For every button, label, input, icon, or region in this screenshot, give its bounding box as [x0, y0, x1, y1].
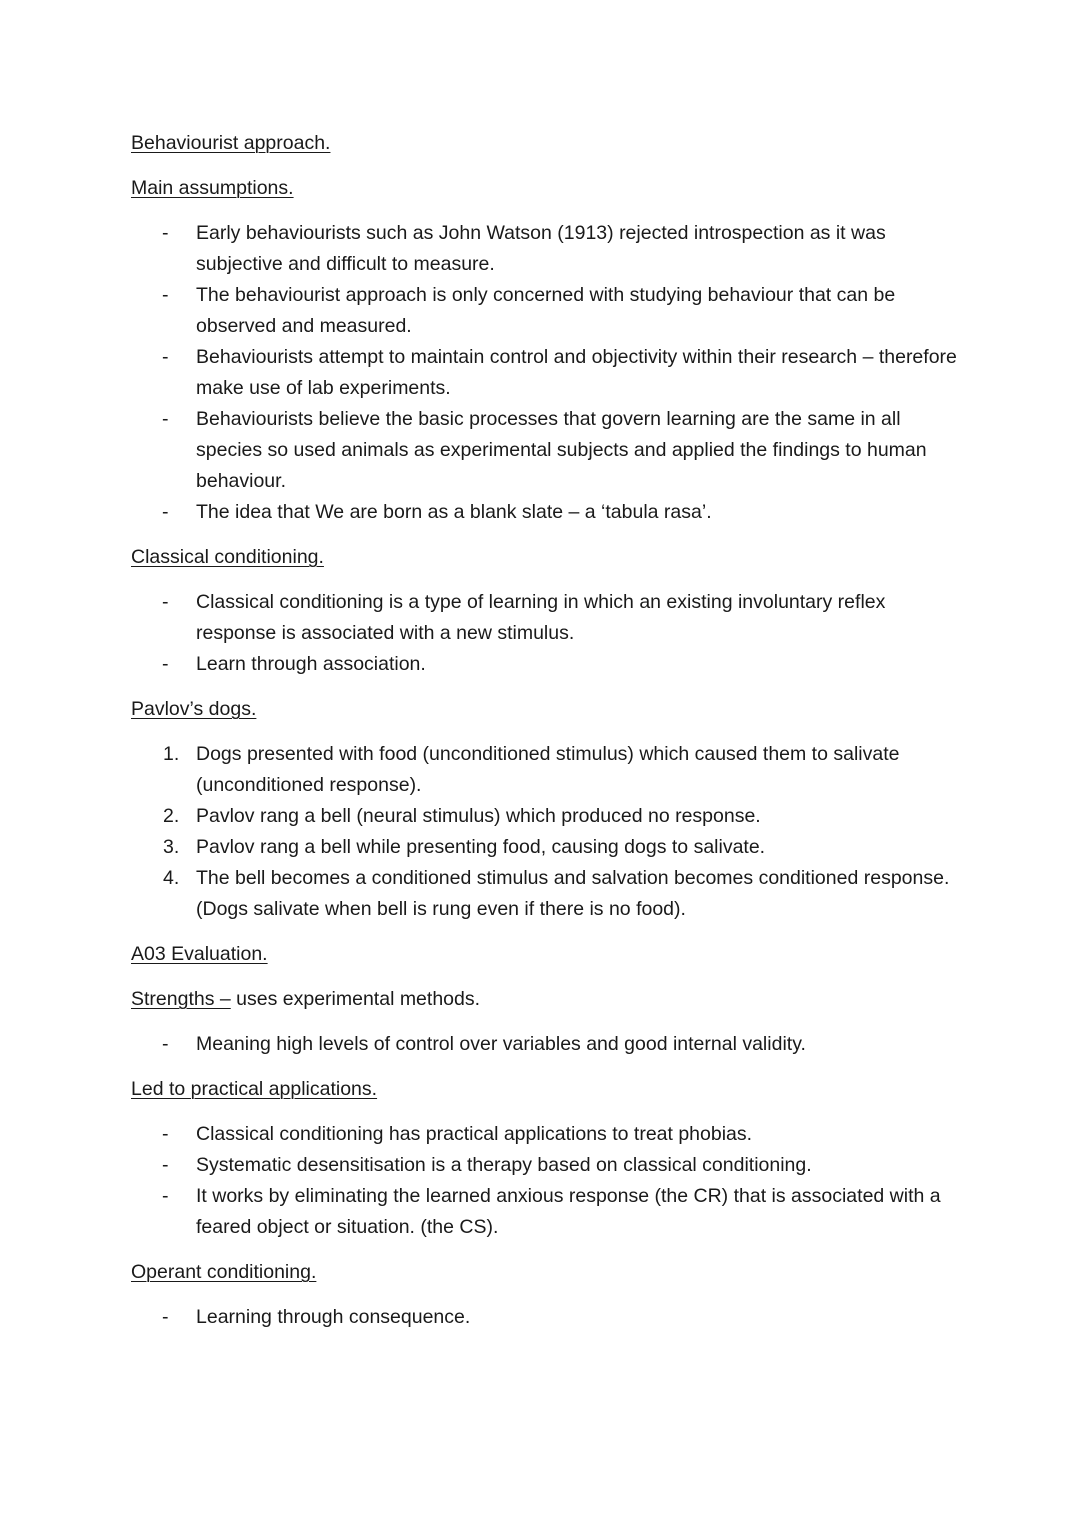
- dash-bullet: -: [162, 1154, 169, 1176]
- list-item: [131, 497, 961, 528]
- dash-bullet: -: [162, 653, 169, 675]
- heading-text: Pavlov’s dogs.: [131, 698, 257, 720]
- list-item-text: Early behaviourists such as John Watson (1913) rejected introspection as it was subjective and difficult to measure.: [196, 222, 886, 275]
- list-item: [131, 342, 961, 404]
- dash-bullet: -: [162, 284, 169, 306]
- list-item: [131, 1302, 961, 1333]
- section-heading-strengths: [131, 984, 961, 1015]
- heading-text: Main assumptions.: [131, 177, 294, 199]
- item-number: 4.: [163, 867, 180, 889]
- dash-bullet: -: [162, 1123, 169, 1145]
- dash-bullet: -: [162, 1306, 169, 1328]
- list-item-text: It works by eliminating the learned anxious response (the CR) that is associated with a feared object or situation. (the CS).: [196, 1185, 941, 1238]
- item-number: 2.: [163, 805, 180, 827]
- heading-text: Classical conditioning.: [131, 546, 324, 568]
- list-item: [131, 649, 961, 680]
- document-page: [131, 128, 961, 1333]
- section-heading-classical-conditioning: [131, 542, 961, 573]
- list-item-text: Meaning high levels of control over variables and good internal validity.: [196, 1033, 806, 1055]
- heading-text-underlined: Strengths –: [131, 988, 231, 1010]
- list-item: [131, 218, 961, 280]
- list-item-text: Pavlov rang a bell while presenting food, causing dogs to salivate.: [196, 836, 766, 858]
- list-item-text: Pavlov rang a bell (neural stimulus) which produced no response.: [196, 805, 761, 827]
- list-item: [131, 1181, 961, 1243]
- main-assumptions-list: [131, 218, 961, 528]
- pavlovs-dogs-list: [131, 739, 961, 925]
- section-heading-a03-evaluation: [131, 939, 961, 970]
- list-item-text: Behaviourists believe the basic processes that govern learning are the same in all species so used animals as experimental subjects and applied the findings to human behaviour.: [196, 408, 927, 492]
- section-heading-behaviourist-approach: [131, 128, 961, 159]
- list-item-text: Learning through consequence.: [196, 1306, 471, 1328]
- list-item-text: Classical conditioning is a type of learning in which an existing involuntary reflex response is associated with a new stimulus.: [196, 591, 886, 644]
- dash-bullet: -: [162, 222, 169, 244]
- item-number: 1.: [163, 743, 180, 765]
- list-item: [131, 404, 961, 497]
- dash-bullet: -: [162, 346, 169, 368]
- operant-conditioning-list: [131, 1302, 961, 1333]
- list-item: [131, 1119, 961, 1150]
- numbered-item: [131, 863, 961, 925]
- numbered-item: [131, 832, 961, 863]
- numbered-item: [131, 739, 961, 801]
- dash-bullet: -: [162, 408, 169, 430]
- list-item-text: The idea that We are born as a blank slate – a ‘tabula rasa’.: [196, 501, 712, 523]
- heading-text-rest: uses experimental methods.: [230, 988, 481, 1010]
- section-heading-pavlovs-dogs: [131, 694, 961, 725]
- heading-text: Behaviourist approach.: [131, 132, 331, 154]
- list-item-text: Behaviourists attempt to maintain control and objectivity within their research – therefore make use of lab experiments.: [196, 346, 957, 399]
- list-item-text: Dogs presented with food (unconditioned stimulus) which caused them to salivate (unconditioned response).: [196, 743, 900, 796]
- heading-text: Led to practical applications.: [131, 1078, 378, 1100]
- section-heading-operant-conditioning: [131, 1257, 961, 1288]
- list-item-text: Systematic desensitisation is a therapy based on classical conditioning.: [196, 1154, 812, 1176]
- strengths-list: [131, 1029, 961, 1060]
- list-item-text: The behaviourist approach is only concerned with studying behaviour that can be observed and measured.: [196, 284, 896, 337]
- dash-bullet: -: [162, 591, 169, 613]
- heading-text: Operant conditioning.: [131, 1261, 317, 1283]
- numbered-item: [131, 801, 961, 832]
- list-item: [131, 280, 961, 342]
- section-heading-main-assumptions: [131, 173, 961, 204]
- dash-bullet: -: [162, 1185, 169, 1207]
- list-item: [131, 1150, 961, 1181]
- dash-bullet: -: [162, 1033, 169, 1055]
- list-item: [131, 1029, 961, 1060]
- list-item-text: The bell becomes a conditioned stimulus and salvation becomes conditioned response. (Dogs salivate when bell is rung even if there is no food).: [196, 867, 950, 920]
- section-heading-practical-applications: [131, 1074, 961, 1105]
- heading-text: A03 Evaluation.: [131, 943, 268, 965]
- list-item-text: Classical conditioning has practical applications to treat phobias.: [196, 1123, 753, 1145]
- dash-bullet: -: [162, 501, 169, 523]
- list-item-text: Learn through association.: [196, 653, 426, 675]
- practical-applications-list: [131, 1119, 961, 1243]
- classical-conditioning-list: [131, 587, 961, 680]
- item-number: 3.: [163, 836, 180, 858]
- list-item: [131, 587, 961, 649]
